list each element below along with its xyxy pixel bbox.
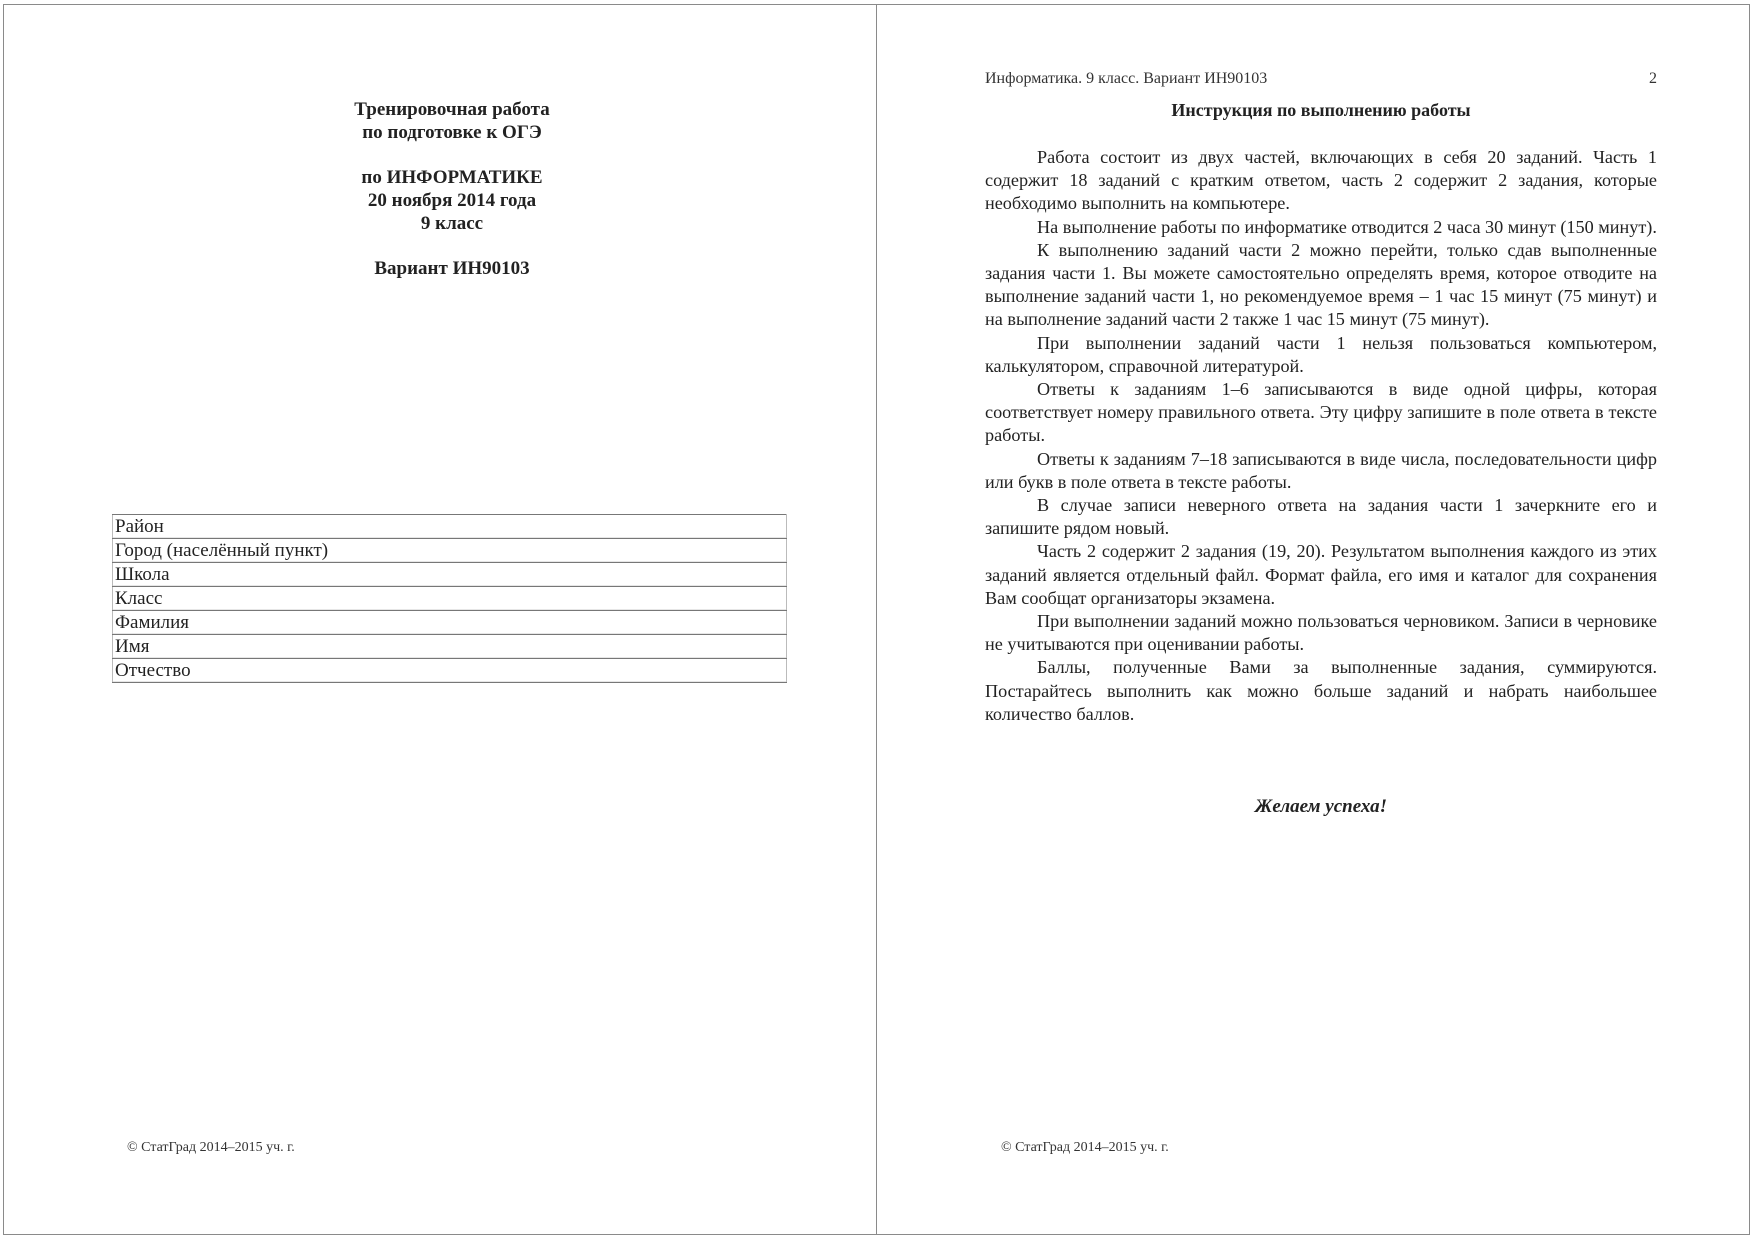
field-class[interactable]: Класс: [113, 587, 787, 611]
title-line-2: по подготовке к ОГЭ: [362, 122, 542, 143]
subject-line: по ИНФОРМАТИКЕ: [361, 167, 543, 188]
table-row: [113, 635, 787, 659]
copyright-footer: © СтатГрад 2014–2015 уч. г.: [127, 1140, 295, 1155]
page-number: 2: [1649, 70, 1657, 87]
date-line: 20 ноября 2014 года: [367, 190, 537, 211]
title-line-1: Тренировочная работа: [354, 99, 550, 120]
table-row: [113, 539, 787, 563]
paragraph: Часть 2 содержит 2 задания (19, 20). Результатом выполнения каждого из этих заданий является отдельный файл. Формат файла, его имя и каталог для сохранения Вам сообщат организаторы экзамена.: [985, 541, 1657, 608]
field-patronymic[interactable]: Отчество: [113, 659, 787, 683]
running-header-text: Информатика. 9 класс. Вариант ИН90103: [985, 70, 1268, 87]
paragraph: Ответы к заданиям 7–18 записываются в виде числа, последовательности цифр или букв в поле ответа в тексте работы.: [985, 448, 1657, 492]
field-name[interactable]: Имя: [113, 635, 787, 659]
copyright-footer: © СтатГрад 2014–2015 уч. г.: [1001, 1140, 1169, 1155]
table-row: [113, 515, 787, 539]
title-block: [4, 98, 900, 280]
student-info-table: [112, 514, 787, 683]
paragraph: На выполнение работы по информатике отводится 2 часа 30 минут (150 минут).: [1037, 216, 1657, 237]
instruction-heading: Инструкция по выполнению работы: [1171, 100, 1471, 120]
running-header: [985, 70, 1657, 88]
closing-wish: Желаем успеха!: [1254, 796, 1388, 817]
title-page: [4, 4, 876, 1235]
paragraph: К выполнению заданий части 2 можно перейти, только сдав выполненные задания части 1. Вы можете самостоятельно определять время, которое отводите на выполнение заданий части 1, но рекомендуемое время – 1 час 15 минут (75 минут) и на выполнение заданий части 2 также 1 час 15 минут (75 минут).: [985, 239, 1657, 330]
paragraph: При выполнении заданий можно пользоваться черновиком. Записи в черновике не учитываются при оценивании работы.: [985, 611, 1657, 655]
instruction-body: [985, 146, 1657, 726]
instruction-page: [878, 4, 1750, 1235]
paragraph: Баллы, полученные Вами за выполненные задания, суммируются. Постарайтесь выполнить как можно больше заданий и набрать наибольшее количество баллов.: [985, 657, 1657, 724]
table-row: [113, 659, 787, 683]
field-city[interactable]: Город (населённый пункт): [113, 539, 787, 563]
paragraph: Ответы к заданиям 1–6 записываются в виде одной цифры, которая соответствует номеру правильного ответа. Эту цифру запишите в поле ответа в тексте работы.: [985, 379, 1657, 446]
paragraph: Работа состоит из двух частей, включающих в себя 20 заданий. Часть 1 содержит 18 заданий с кратким ответом, часть 2 содержит 2 задания, которые необходимо выполнить на компьютере.: [985, 147, 1657, 214]
table-row: [113, 563, 787, 587]
table-row: [113, 587, 787, 611]
paragraph: В случае записи неверного ответа на задания части 1 зачеркните его и запишите рядом новый.: [985, 495, 1657, 539]
field-district[interactable]: Район: [113, 515, 787, 539]
paragraph: При выполнении заданий части 1 нельзя пользоваться компьютером, калькулятором, справочной литературой.: [985, 332, 1657, 376]
variant-line: Вариант ИН90103: [374, 258, 530, 279]
field-school[interactable]: Школа: [113, 563, 787, 587]
field-surname[interactable]: Фамилия: [113, 611, 787, 635]
table-row: [113, 611, 787, 635]
grade-line: 9 класс: [420, 213, 484, 234]
